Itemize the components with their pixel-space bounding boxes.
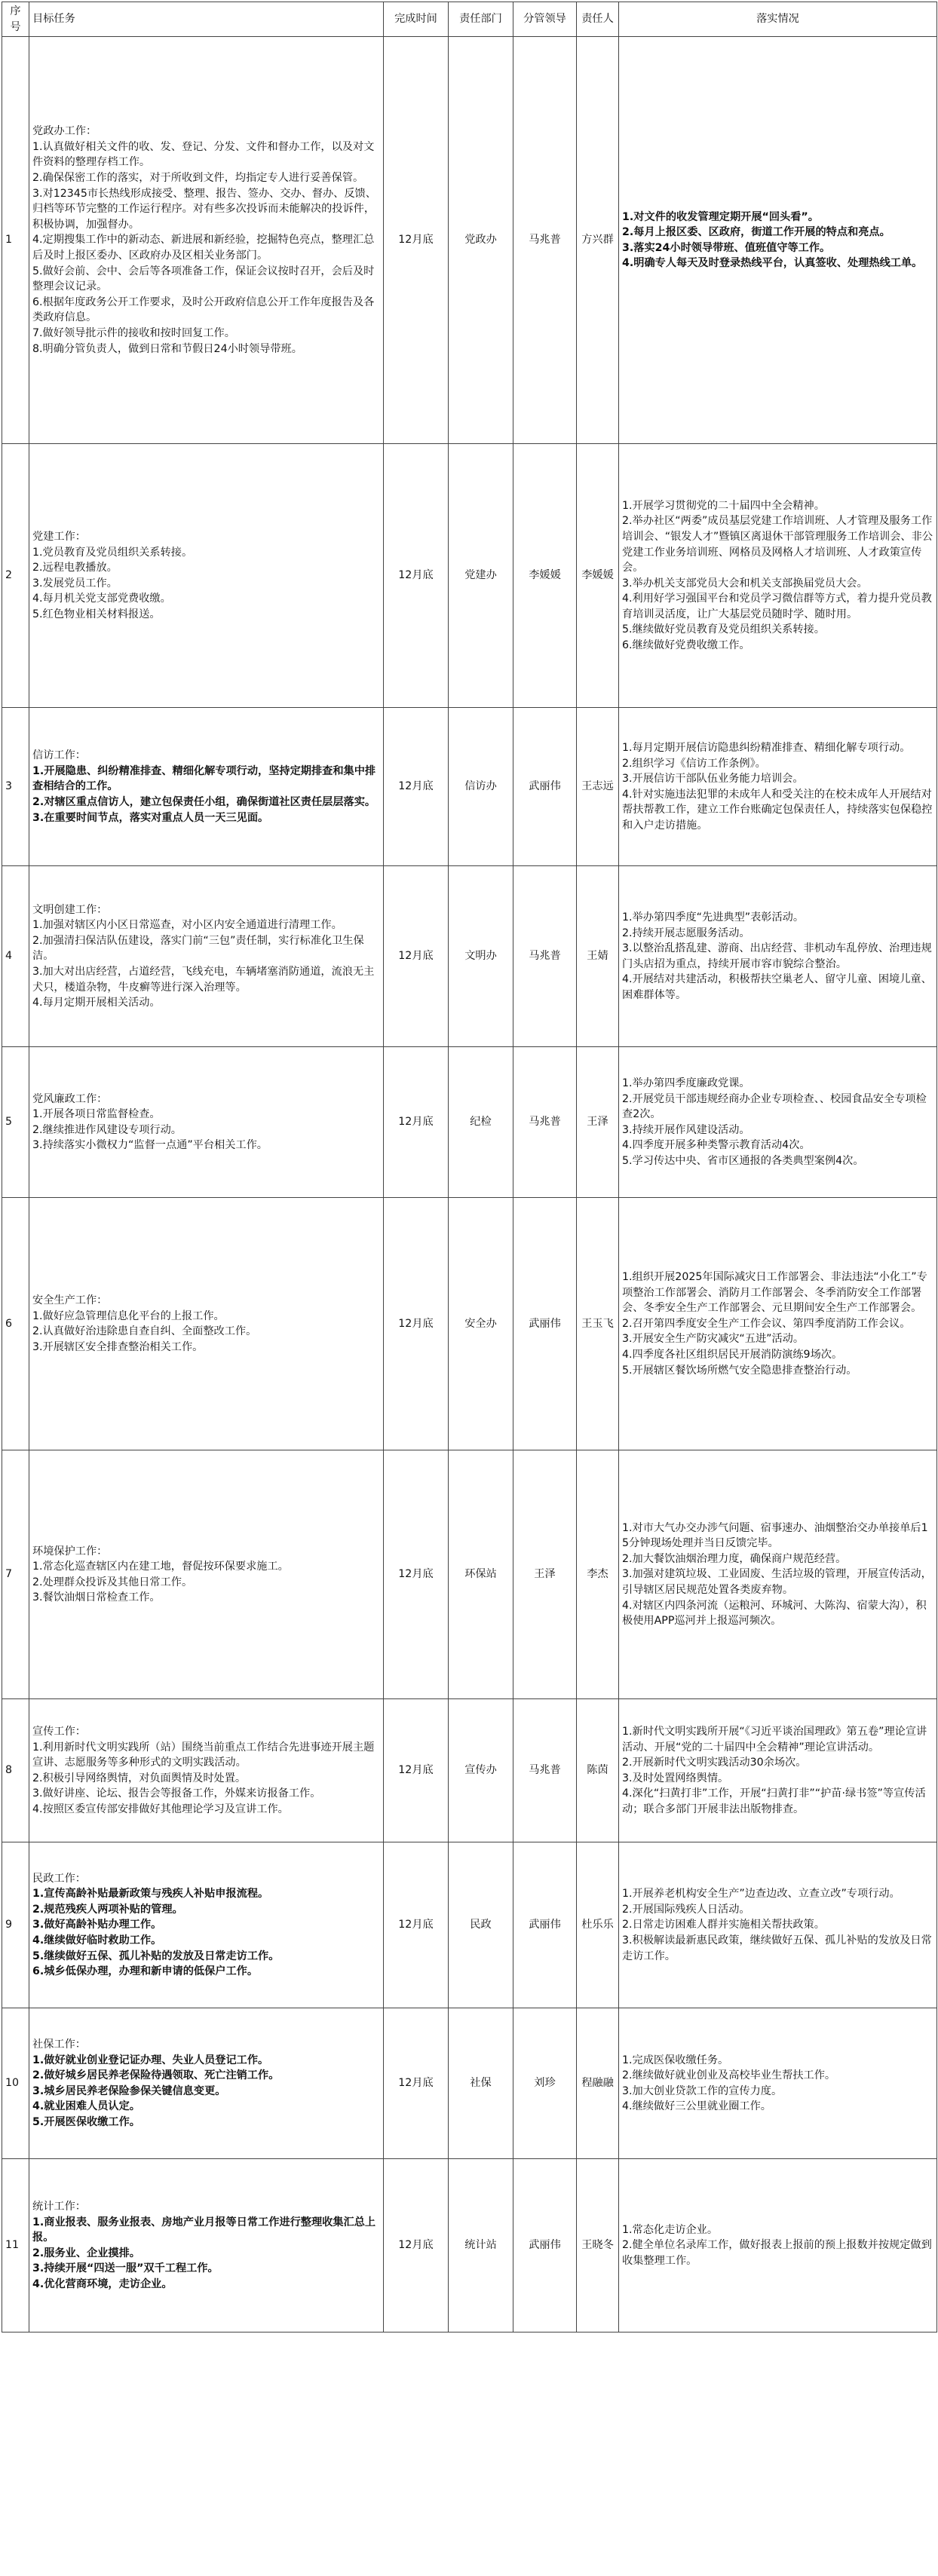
- cell-task-line: 民政工作：: [32, 1872, 86, 1885]
- cell-impl-line: 4.继续做好三公里就业圈工作。: [622, 2100, 771, 2113]
- cell-impl-line: 1.举办第四季度“先进典型”表彰活动。: [622, 911, 805, 924]
- cell-task-line: 2.远程电教播放。: [32, 562, 118, 574]
- cell-impl-line: 4.开展结对共建活动，积极帮扶空巢老人、留守儿童、困境儿童、困难群体等。: [622, 973, 932, 1001]
- cell-task-line: 3.做好高龄补贴办理工作。: [32, 1919, 162, 1931]
- cell-resp: 杜乐乐: [577, 1842, 619, 2008]
- cell-time: 12月底: [384, 37, 449, 444]
- cell-resp: 程融融: [577, 2008, 619, 2159]
- cell-impl-line: 4.深化“扫黄打非”工作，开展“扫黄打非”“护苗·绿书签”等宣传活动；联合多部门开展非法出版物排查。: [622, 1787, 926, 1815]
- cell-task-line: 文明创建工作：: [32, 903, 108, 916]
- cell-task-line: 2.对辖区重点信访人，建立包保责任小组，确保街道社区责任层层落实。: [32, 795, 376, 808]
- cell-dept: 民政: [449, 1842, 513, 2008]
- cell-resp: 李媛媛: [577, 444, 619, 708]
- cell-time: 12月底: [384, 708, 449, 866]
- table-row: [2, 37, 937, 444]
- cell-impl-line: 3.以整治乱搭乱建、游商、出店经营、非机动车乱停放、治理违规门头店招为重点，持续开展市容市貌综合整治。: [622, 942, 932, 970]
- cell-impl-line: 4.利用好学习强国平台和党员学习微信群等方式，着力提升党员教育培训灵活度，让广大基层党员随时学、随时用。: [622, 593, 932, 620]
- cell-task-line: 4.定期搜集工作中的新动态、新进展和新经验，挖掘特色亮点，整理汇总后及时上报区委办、区政府办及区相关业务部门。: [32, 234, 375, 262]
- cell-impl: [619, 2159, 937, 2332]
- table-row: [2, 2008, 937, 2159]
- cell-task-line: 4.优化营商环境，走访企业。: [32, 2277, 173, 2290]
- cell-resp: 王泽: [577, 1047, 619, 1198]
- cell-task-line: 5.开展医保收缴工作。: [32, 2115, 140, 2128]
- cell-task-line: 宣传工作：: [32, 1725, 86, 1738]
- cell-no: 6: [2, 1198, 29, 1450]
- cell-impl-line: 2.健全单位名录库工作，做好报表上报前的预上报数并按规定做到收集整理工作。: [622, 2239, 932, 2267]
- cell-no: 4: [2, 866, 29, 1047]
- cell-task-line: 党建工作：: [32, 530, 86, 543]
- cell-task-line: 1.宣传高龄补贴最新政策与残疾人补贴申报流程。: [32, 1888, 269, 1901]
- cell-impl-line: 2.持续开展志愿服务活动。: [622, 927, 750, 939]
- cell-task: [29, 1699, 384, 1842]
- cell-impl-line: 3.开展安全生产防灾减灾“五进”活动。: [622, 1333, 805, 1346]
- cell-leader: 武丽伟: [513, 1198, 577, 1450]
- cell-task: [29, 1450, 384, 1699]
- cell-task-line: 2.继续推进作风建设专项行动。: [32, 1123, 182, 1136]
- cell-time: 12月底: [384, 866, 449, 1047]
- cell-impl-line: 1.对文件的收发管理定期开展“回头看”。: [622, 210, 819, 223]
- cell-impl-line: 2.组织学习《信访工作条例》。: [622, 757, 766, 770]
- cell-task-line: 4.每月定期开展相关活动。: [32, 997, 161, 1009]
- cell-task-line: 安全生产工作：: [32, 1294, 108, 1306]
- cell-no: 11: [2, 2159, 29, 2332]
- cell-task-line: 3.在重要时间节点，落实对重点人员一天三见面。: [32, 811, 269, 824]
- cell-resp: 王晓冬: [577, 2159, 619, 2332]
- cell-impl-line: 4.对辖区内四条河流（运粮河、环城河、大陈沟、宿蒙大沟），积极使用APP巡河并上报巡河频次。: [622, 1599, 927, 1628]
- header-task: 目标任务: [29, 2, 384, 37]
- cell-task-line: 社保工作：: [32, 2038, 86, 2051]
- cell-impl-line: 2.开展国际残疾人日活动。: [622, 1903, 750, 1916]
- cell-task-line: 5.继续做好五保、孤儿补贴的发放及日常走访工作。: [32, 1950, 280, 1962]
- cell-impl-line: 3.积极解读最新惠民政策，继续做好五保、孤儿补贴的发放及日常走访工作。: [622, 1934, 932, 1962]
- cell-task-line: 3.持续落实小微权力“监督一点通”平台相关工作。: [32, 1139, 268, 1152]
- cell-task-line: 统计工作：: [32, 2200, 86, 2213]
- cell-no: 10: [2, 2008, 29, 2159]
- cell-leader: 马兆普: [513, 37, 577, 444]
- cell-task-line: 1.开展隐患、纠纷精准排查、精细化解专项行动，坚持定期排查和集中排查相结合的工作。: [32, 764, 376, 793]
- cell-task: [29, 866, 384, 1047]
- cell-impl-line: 1.开展学习贯彻党的二十届四中全会精神。: [622, 499, 825, 512]
- cell-task-line: 1.开展各项日常监督检查。: [32, 1108, 161, 1121]
- cell-task-line: 5.做好会前、会中、会后等各项准备工作，保证会议按时召开，会后及时整理会议记录。: [32, 265, 375, 293]
- cell-task-line: 6.城乡低保办理，办理和新申请的低保户工作。: [32, 1965, 259, 1978]
- cell-resp: 王婧: [577, 866, 619, 1047]
- cell-task: [29, 708, 384, 866]
- cell-no: 2: [2, 444, 29, 708]
- cell-task-line: 3.餐饮油烟日常检查工作。: [32, 1591, 161, 1604]
- cell-dept: 环保站: [449, 1450, 513, 1699]
- cell-task: [29, 2159, 384, 2332]
- cell-time: 12月底: [384, 1842, 449, 2008]
- cell-dept: 安全办: [449, 1198, 513, 1450]
- cell-impl-line: 5.开展辖区餐饮场所燃气安全隐患排查整治行动。: [622, 1364, 857, 1377]
- cell-impl-line: 5.继续做好党员教育及党员组织关系转接。: [622, 623, 825, 636]
- cell-dept: 纪检: [449, 1047, 513, 1198]
- cell-impl-line: 3.加强对建筑垃圾、工业固废、生活垃圾的管理，开展宣传活动，引导辖区居民规范处置各类废弃物。: [622, 1568, 932, 1596]
- cell-dept: 党政办: [449, 37, 513, 444]
- cell-impl-line: 2.继续做好就业创业及高校毕业生帮扶工作。: [622, 2069, 836, 2082]
- cell-task-line: 3.持续开展“四送一服”双千工程工作。: [32, 2262, 219, 2275]
- cell-impl-line: 2.加大餐饮油烟治理力度，确保商户规范经营。: [622, 1552, 847, 1565]
- table-row: [2, 1699, 937, 1842]
- header-time: 完成时间: [384, 2, 449, 37]
- table-row: [2, 1842, 937, 2008]
- cell-task-line: 3.加大对出店经营，占道经营，飞线充电，车辆堵塞消防通道，流浪无主犬只，楼道杂物，牛皮癣等进行深入治理等。: [32, 965, 375, 994]
- cell-task: [29, 1842, 384, 2008]
- cell-dept: 信访办: [449, 708, 513, 866]
- table-row: [2, 1450, 937, 1699]
- cell-impl-line: 3.开展信访干部队伍业务能力培训会。: [622, 773, 804, 786]
- cell-task-line: 2.确保保密工作的落实，对于所收到文件，均指定专人进行妥善保管。: [32, 172, 364, 185]
- cell-task-line: 1.常态化巡查辖区内在建工地，督促按环保要求施工。: [32, 1561, 289, 1573]
- cell-resp: 王玉飞: [577, 1198, 619, 1450]
- cell-impl-line: 1.组织开展2025年国际减灾日工作部署会、非法违法“小化工”专项整治工作部署会、消防月工作部署会、冬季消防安全工作部署会、冬季安全生产工作部署会、元旦期间安全生产工作部署会。: [622, 1271, 927, 1315]
- cell-task-line: 6.根据年度政务公开工作要求，及时公开政府信息公开工作年度报告及各类政府信息。: [32, 296, 375, 324]
- cell-time: 12月底: [384, 2159, 449, 2332]
- cell-task: [29, 444, 384, 708]
- cell-task-line: 2.服务业、企业摸排。: [32, 2247, 140, 2259]
- table-body: [2, 37, 937, 2332]
- cell-task-line: 党政办工作：: [32, 125, 97, 138]
- cell-time: 12月底: [384, 1699, 449, 1842]
- cell-impl-line: 3.加大创业贷款工作的宣传力度。: [622, 2084, 783, 2097]
- cell-task-line: 7.做好领导批示件的接收和按时回复工作。: [32, 326, 235, 339]
- cell-impl: [619, 37, 937, 444]
- cell-resp: 王志远: [577, 708, 619, 866]
- cell-impl-line: 4.四季度各社区组织居民开展消防演练9场次。: [622, 1349, 843, 1362]
- cell-resp: 方兴群: [577, 37, 619, 444]
- cell-leader: 王泽: [513, 1450, 577, 1699]
- cell-impl: [619, 1047, 937, 1198]
- cell-impl-line: 3.落实24小时领导带班、值班值守等工作。: [622, 241, 831, 254]
- header-leader: 分管领导: [513, 2, 577, 37]
- header-row: [2, 2, 937, 37]
- cell-impl-line: 1.对市大气办交办涉气问题、宿事速办、油烟整治交办单接单后15分钟现场处理并当日反馈完毕。: [622, 1521, 928, 1550]
- cell-impl-line: 2.举办社区“两委”成员基层党建工作培训班、人才管理及服务工作培训会、“银发人才”暨镇区离退休干部管理服务工作培训会、非公党建工作业务培训班、网格员及网格人才培训班、人才政策宣传会。: [622, 515, 933, 574]
- cell-task-line: 1.商业报表、服务业报表、房地产业月报等日常工作进行整理收集汇总上报。: [32, 2216, 376, 2244]
- cell-impl-line: 5.学习传达中央、省市区通报的各类典型案例4次。: [622, 1154, 864, 1167]
- cell-task-line: 3.做好讲座、论坛、报告会等报备工作，外媒来访报备工作。: [32, 1787, 321, 1800]
- cell-impl-line: 2.每月上报区委、区政府，街道工作开展的特点和亮点。: [622, 226, 890, 239]
- cell-impl-line: 1.每月定期开展信访隐患纠纷精准排查、精细化解专项行动。: [622, 741, 911, 754]
- cell-task-line: 2.加强清扫保洁队伍建设，落实门前“三包”责任制，实行标准化卫生保洁。: [32, 934, 364, 963]
- cell-task-line: 4.就业困难人员认定。: [32, 2100, 140, 2113]
- cell-task-line: 4.继续做好临时救助工作。: [32, 1934, 162, 1947]
- cell-task-line: 4.按照区委宣传部安排做好其他理论学习及宣讲工作。: [32, 1803, 289, 1815]
- cell-impl-line: 4.明确专人每天及时登录热线平台，认真签收、处理热线工单。: [622, 257, 923, 270]
- cell-task: [29, 1047, 384, 1198]
- cell-impl: [619, 444, 937, 708]
- cell-time: 12月底: [384, 1198, 449, 1450]
- cell-time: 12月底: [384, 1047, 449, 1198]
- header-impl: 落实情况: [619, 2, 937, 37]
- cell-impl-line: 4.针对实施违法犯罪的未成年人和受关注的在校未成年人开展结对帮扶帮教工作，建立工作台账确定包保责任人，持续落实包保稳控和入户走访措施。: [622, 788, 933, 832]
- cell-impl: [619, 1450, 937, 1699]
- cell-task-line: 2.积极引导网络舆情，对负面舆情及时处置。: [32, 1772, 247, 1784]
- cell-impl-line: 1.完成医保收缴任务。: [622, 2054, 729, 2066]
- cell-dept: 统计站: [449, 2159, 513, 2332]
- cell-impl-line: 1.新时代文明实践所开展“《习近平谈治国理政》第五卷”理论宣讲活动、开展“党的二十届四中全会精神”理论宣讲活动。: [622, 1725, 927, 1754]
- cell-no: 1: [2, 37, 29, 444]
- cell-time: 12月底: [384, 1450, 449, 1699]
- cell-leader: 刘珍: [513, 2008, 577, 2159]
- header-resp: 责任人: [577, 2, 619, 37]
- cell-dept: 文明办: [449, 866, 513, 1047]
- cell-task-line: 2.规范残疾人两项补贴的管理。: [32, 1903, 183, 1916]
- cell-task-line: 4.每月机关党支部党费收缴。: [32, 593, 171, 605]
- cell-impl-line: 1.举办第四季度廉政党课。: [622, 1077, 750, 1089]
- cell-resp: 李杰: [577, 1450, 619, 1699]
- cell-no: 7: [2, 1450, 29, 1699]
- cell-task-line: 3.发展党员工作。: [32, 577, 118, 590]
- cell-impl-line: 1.常态化走访企业。: [622, 2223, 719, 2236]
- cell-impl-line: 1.开展养老机构安全生产”边查边改、立查立改”专项行动。: [622, 1888, 900, 1901]
- cell-task: [29, 37, 384, 444]
- cell-task-line: 3.对12345市长热线形成接受、整理、报告、签办、交办、督办、反馈、归档等环节完整的工作运行程序。对有些多次投诉而未能解决的投诉件，积极协调，加强督办。: [32, 187, 376, 231]
- cell-task-line: 1.党员教育及党员组织关系转接。: [32, 546, 193, 559]
- cell-dept: 社保: [449, 2008, 513, 2159]
- cell-task-line: 环境保护工作：: [32, 1545, 108, 1558]
- cell-impl: [619, 1842, 937, 2008]
- cell-leader: 武丽伟: [513, 1842, 577, 2008]
- cell-impl: [619, 1198, 937, 1450]
- work-plan-table: [2, 2, 937, 2332]
- cell-task-line: 3.开展辖区安全排查整治相关工作。: [32, 1340, 204, 1353]
- table-row: [2, 1198, 937, 1450]
- cell-impl: [619, 708, 937, 866]
- cell-task-line: 党风廉政工作：: [32, 1092, 108, 1105]
- cell-impl-line: 3.及时处置网络舆情。: [622, 1772, 729, 1784]
- cell-time: 12月底: [384, 2008, 449, 2159]
- cell-impl-line: 2.开展党员干部违规经商办企业专项检查、、校园食品安全专项检查2次。: [622, 1092, 927, 1121]
- table-row: [2, 708, 937, 866]
- cell-leader: 马兆普: [513, 1047, 577, 1198]
- cell-no: 8: [2, 1699, 29, 1842]
- cell-task-line: 5.红色物业相关材料报送。: [32, 608, 161, 620]
- table-row: [2, 1047, 937, 1198]
- cell-impl-line: 4.四季度开展多种类警示教育活动4次。: [622, 1139, 811, 1152]
- cell-task: [29, 1198, 384, 1450]
- table-row: [2, 866, 937, 1047]
- cell-dept: 党建办: [449, 444, 513, 708]
- cell-time: 12月底: [384, 444, 449, 708]
- cell-leader: 马兆普: [513, 866, 577, 1047]
- cell-task-line: 3.城乡居民养老保险参保关键信息变更。: [32, 2084, 226, 2097]
- table-row: [2, 444, 937, 708]
- cell-impl: [619, 1699, 937, 1842]
- cell-task-line: 1.做好就业创业登记证办理、失业人员登记工作。: [32, 2054, 269, 2066]
- cell-task-line: 1.加强对辖区内小区日常巡查，对小区内安全通道进行清理工作。: [32, 919, 342, 932]
- cell-dept: 宣传办: [449, 1699, 513, 1842]
- cell-impl: [619, 2008, 937, 2159]
- cell-task-line: 1.做好应急管理信息化平台的上报工作。: [32, 1309, 225, 1322]
- cell-impl-line: 3.举办机关支部党员大会和机关支部换届党员大会。: [622, 577, 868, 590]
- cell-impl: [619, 866, 937, 1047]
- cell-impl-line: 2.日常走访困难人群并实施相关帮扶政策。: [622, 1919, 825, 1931]
- cell-no: 5: [2, 1047, 29, 1198]
- table-row: [2, 2159, 937, 2332]
- cell-task-line: 信访工作：: [32, 749, 86, 762]
- header-no: 序号: [2, 2, 29, 37]
- header-dept: 责任部门: [449, 2, 513, 37]
- cell-impl-line: 6.继续做好党费收缴工作。: [622, 639, 750, 652]
- cell-leader: 马兆普: [513, 1699, 577, 1842]
- cell-task-line: 1.利用新时代文明实践所（站）围绕当前重点工作结合先进事迹开展主题宣讲、志愿服务等多种形式的文明实践活动。: [32, 1741, 375, 1769]
- cell-task-line: 2.认真做好治违除患自查自纠、全面整改工作。: [32, 1325, 257, 1338]
- cell-leader: 李媛媛: [513, 444, 577, 708]
- cell-no: 3: [2, 708, 29, 866]
- cell-task-line: 8.明确分管负责人，做到日常和节假日24小时领导带班。: [32, 342, 302, 355]
- cell-resp: 陈茵: [577, 1699, 619, 1842]
- cell-task: [29, 2008, 384, 2159]
- cell-leader: 武丽伟: [513, 2159, 577, 2332]
- cell-task-line: 2.做好城乡居民养老保险待遇领取、死亡注销工作。: [32, 2069, 280, 2082]
- cell-impl-line: 2.开展新时代文明实践活动30余场次。: [622, 1757, 807, 1769]
- cell-leader: 武丽伟: [513, 708, 577, 866]
- cell-no: 9: [2, 1842, 29, 2008]
- cell-impl-line: 2.召开第四季度安全生产工作会议、第四季度消防工作会议。: [622, 1317, 911, 1330]
- cell-task-line: 2.处理群众投诉及其他日常工作。: [32, 1576, 193, 1588]
- cell-task-line: 1.认真做好相关文件的收、发、登记、分发、文件和督办工作，以及对文件资料的整理存档工作。: [32, 140, 375, 169]
- cell-impl-line: 3.持续开展作风建设活动。: [622, 1123, 750, 1136]
